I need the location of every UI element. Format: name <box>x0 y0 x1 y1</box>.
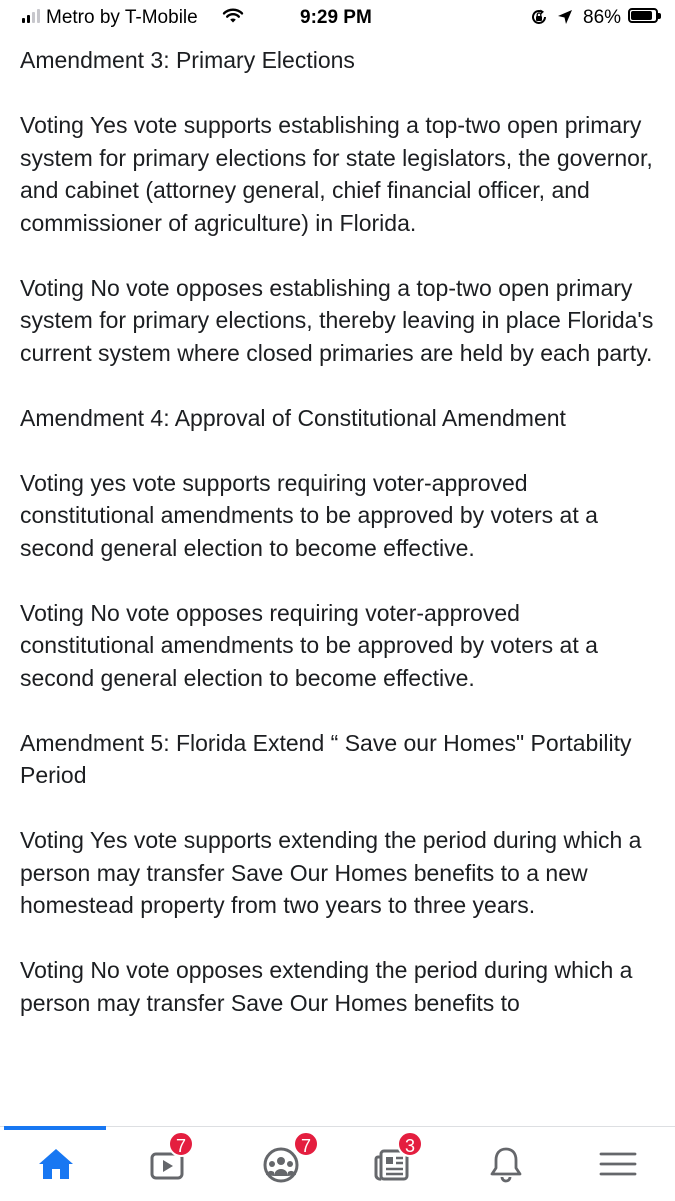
tab-menu[interactable] <box>562 1127 674 1201</box>
news-badge: 3 <box>397 1131 423 1157</box>
watch-badge: 7 <box>168 1131 194 1157</box>
post-paragraph: Voting No vote opposes requiring voter-approved constitutional amendments to be approved by voters at a second general election to become effective. <box>20 599 598 691</box>
carrier-name: Metro by T-Mobile <box>46 7 198 28</box>
bottom-tab-bar <box>0 1126 675 1201</box>
status-bar <box>0 0 675 36</box>
battery-icon <box>628 8 658 23</box>
post-paragraph: Voting yes vote supports requiring voter-approved constitutional amendments to be approved by voters at a second general election to become effective. <box>20 469 598 561</box>
tab-watch[interactable] <box>112 1127 224 1201</box>
groups-badge: 7 <box>293 1131 319 1157</box>
hamburger-menu-icon <box>598 1146 638 1182</box>
post-paragraph: Voting No vote opposes extending the period during which a person may transfer Save Our Homes benefits to <box>20 957 633 1016</box>
post-paragraph: Amendment 4: Approval of Constitutional Amendment <box>20 404 566 431</box>
wifi-icon <box>222 7 244 30</box>
tab-news[interactable] <box>337 1127 449 1201</box>
tab-groups[interactable] <box>225 1127 337 1201</box>
post-paragraph: Voting Yes vote supports extending the period during which a person may transfer Save Our Homes benefits to a new homestead property from two years to three years. <box>20 827 642 918</box>
battery-percentage: 86% <box>583 7 622 28</box>
post-text <box>20 44 660 1052</box>
status-time: 9:29 PM <box>300 7 372 28</box>
tab-home[interactable] <box>0 1127 112 1201</box>
cellular-signal-icon <box>22 9 40 23</box>
post-paragraph: Voting No vote opposes establishing a top-two open primary system for primary elections, thereby leaving in place Florida's current system where closed primaries are held by each party. <box>20 274 654 366</box>
post-paragraph: Voting Yes vote supports establishing a top-two open primary system for primary elections for state legislators, the governor, and cabinet (attorney general, chief financial officer, and commissioner of agriculture) in Florida. <box>20 112 653 236</box>
bell-icon <box>486 1145 526 1183</box>
post-paragraph: Amendment 5: Florida Extend “ Save our Homes" Portability Period <box>20 729 632 788</box>
orientation-lock-icon <box>530 8 548 32</box>
tab-notifications[interactable] <box>450 1127 562 1201</box>
home-icon <box>36 1146 76 1182</box>
location-arrow-icon <box>556 8 574 32</box>
post-paragraph: Amendment 3: Primary Elections <box>20 47 355 73</box>
